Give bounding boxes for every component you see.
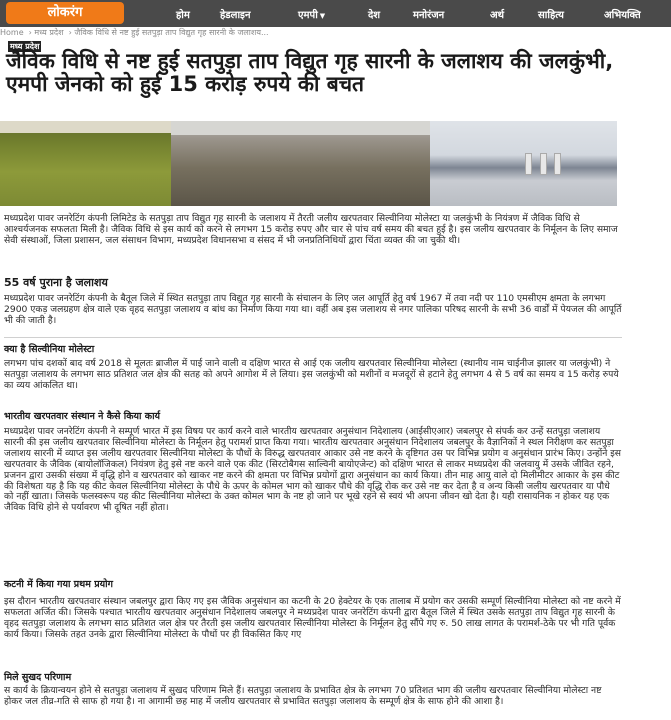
- hero-image-power-plant-lake: [430, 121, 617, 206]
- section-body-4: इस दौरान भारतीय खरपतवार संस्थान जबलपुर द्वारा किए गए इस जैविक अनुसंधान का कटनी के 20 हेक्टेयर के एक तालाब में प्रयोग कर उसकी सम्पूर्ण सिल्वीनिया मोलेस्टा को नष्ट करने में सफलता अर्जित की। जिसके पश्चात भारतीय खरपतवार अनुसंधान निदेशालय जबलपुर ने मध्यप्रदेश पावर जनरेटिंग कंपनी द्वारा बैतूल जिले में स्थित उसके सतपुड़ा ताप विद्युत गृह सारनी के वृहद सतपुड़ा जलाशय के लगभग साठ प्रतिशत जल क्षेत्र पर तैरती इस जलीय खरपतवार सिल्वीनिया मोलेस्टा के निर्मूलन हेतु सौंपे गए रु. 50 लाख लागत के परामर्श-ठेके पर भी गति पूर्वक कार्य किया। जिसके तहत उनके द्वारा सिल्वीनिया मोलेस्टा के पौधों पर ही विकसित किए गए: [4, 596, 621, 640]
- nav-item-mp[interactable]: [298, 7, 325, 21]
- nav-item-sahitya[interactable]: साहित्य: [538, 10, 564, 21]
- section-body-3: मध्यप्रदेश पावर जनरेटिंग कंपनी ने सम्पूर्ण भारत में इस विषय पर कार्य करने वाले भारतीय खरपतवार अनुसंधान निदेशालय (आईसीएआर) जबलपुर से संपर्क कर उन्हें सतपुड़ा जलाशय सारनी की इस जलीय खरपतवार सिल्वीनिया मोलेस्टा के निर्मूलन हेतु परामर्श प्राप्त किया गया। भारतीय खरपतवार अनुसंधान निदेशालय जबलपुर के वैज्ञानिकों ने स्थल निरीक्षण कर सतपुड़ा जलाशय सारनी में व्याप्त इस जलीय खरपतवार सिल्वीनिया मोलेस्टा के पौधों के विरुद्ध खरपतवार आकार उसे नष्ट करने के दृष्टिगत उस पर विभिन्न प्रयोग व अनुसंधान प्रारंभ किए। उन्होंने इस खरपतवार के जैविक (बायोलॉजिकल) नियंत्रण हेतु इसे नष्ट करने वाले एक कीट (सिरटोबैगस साल्विनी बायोएजेन्ट) को दक्षिण भारत से लाकर मध्यप्रदेश की जलवायु में उसके जीवित रहने, प्रजनन द्वारा उसकी संख्या में वृद्धि होने व खरपतवार को खाकर नष्ट करने की क्षमता पर विभिन्न प्रयोगों द्वारा अनुसंधान का कार्य किया। तीन माह आयु वाले दो मिलीमीटर आकार के इस कीट की विशेषता यह है कि यह कीट केवल सिल्वीनिया मोलेस्टा के पौधे के ऊपर के कोमल भाग को खाकर पौधे की वृद्धि रोक कर उसे नष्ट कर देता है व अन्य किसी जलीय खरपतवार या पौधे को नहीं खाता। जिसके फलस्वरूप यह कीट सिल्वीनिया मोलेस्टा के उक्त कोमल भाग के नष्ट हो जाने पर भूखे रहने से स्वयं भी अपना जीवन खो देता है। यही रासायनिक न होकर यह एक जैविक विधि होने से पर्यावरण भी दूषित नहीं होता।: [4, 426, 621, 514]
- divider: [4, 337, 622, 338]
- section-body-1: मध्यप्रदेश पावर जनरेटिंग कंपनी के बैतूल जिले में स्थित सतपुड़ा ताप विद्युत गृह सारनी के संचालन के लिए जल आपूर्ति हेतु वर्ष 1967 में तवा नदी पर 110 एमसीएम क्षमता के लगभग 2900 एकड़ जलग्रहण क्षेत्र वाले एक वृहद सतपुड़ा जलाशय व बांध का निर्माण किया गया था। वहीं अब इस जलाशय से नगर पालिका परिषद सारनी के सभी 36 वार्डों में पेयजल की आपूर्ति भी की जाती है।: [4, 293, 622, 326]
- breadcrumb-current: जैविक विधि से नष्ट हुई सतपुड़ा ताप विद्युत गृह सारनी के जलाशय...: [74, 28, 269, 37]
- section-heading-3: भारतीय खरपतवार संस्थान ने कैसे किया कार्य: [4, 411, 161, 422]
- nav-item-mp-label: एमपी: [298, 10, 318, 21]
- article-title: जैविक विधि से नष्ट हुई सतपुड़ा ताप विद्युत गृह सारनी के जलाशय की जलकुंभी, एमपी जेनको को हुई 15 करोड़ रुपये की बचत: [6, 49, 614, 96]
- nav-item-abhivyakti[interactable]: अभियक्ति: [604, 10, 641, 21]
- section-body-2: लगभग पांच दशकों बाद वर्ष 2018 से मूलतः ब्राजील में पाई जाने वाली व दक्षिण भारत से आई एक जलीय खरपतवार सिल्वीनिया मोलेस्टा (स्थानीय नाम चाईनीज झालर या जलकुंभी) ने सतपुड़ा जलाशय के लगभग साठ प्रतिशत जल क्षेत्र की सतह को अपने आगोश में ले लिया। इस जलकुंभी को मशीनों व मजदूरों से हटाने हेतु लगभग 4 से 5 वर्ष का समय व 15 करोड़ रुपये का व्यय आंकलित था।: [4, 358, 619, 391]
- site-logo[interactable]: लोकरंग: [6, 2, 124, 24]
- hero-image-grass-field: [0, 121, 171, 206]
- nav-item-home[interactable]: होम: [176, 10, 190, 21]
- chevron-down-icon: ▼: [319, 12, 326, 20]
- section-body-5: स कार्य के क्रियान्वयन होने से सतपुड़ा जलाशय में सुखद परिणाम मिले हैं। सतपुड़ा जलाशय के प्रभावित क्षेत्र के लगभग 70 प्रतिशत भाग की जलीय खरपतवार सिल्वीनिया मोलेस्टा नष्ट होकर जल तीव्र-गति से साफ हो गया है। ना आगामी छह माह में जलीय खरपतवार से प्रभावित सतपुड़ा जलाशय के सम्पूर्ण क्षेत्र के साफ होने की आशा है।: [4, 685, 602, 707]
- nav-item-desh[interactable]: देश: [368, 10, 381, 21]
- section-heading-2: क्या है सिल्वीनिया मोलेस्टा: [4, 344, 95, 355]
- breadcrumb-category[interactable]: मध्य प्रदेश: [34, 28, 64, 37]
- hero-image-reservoir-weeds: [171, 121, 430, 206]
- category-badge[interactable]: मध्य प्रदेश: [10, 42, 40, 51]
- breadcrumb-home[interactable]: Home: [0, 28, 24, 37]
- section-heading-1: 55 वर्ष पुराना है जलाशय: [4, 276, 108, 289]
- breadcrumb: Home › मध्य प्रदेश › जैविक विधि से नष्ट हुई सतपुड़ा ताप विद्युत गृह सारनी के जलाशय...: [0, 27, 671, 39]
- section-heading-5: मिले सुखद परिणाम: [4, 672, 72, 683]
- top-navbar: [0, 0, 671, 27]
- nav-item-arth[interactable]: अर्थ: [490, 10, 505, 21]
- article-intro: मध्यप्रदेश पावर जनरेटिंग कंपनी लिमिटेड के सतपुड़ा ताप विद्युत गृह सारनी के जलाशय में तैरती जलीय खरपतवार सिल्वीनिया मोलेस्टा या जलकुंभी के नियंत्रण में जैविक विधि से आश्चर्यजनक सफलता मिली है। जैविक विधि से इस कार्य को करने से लगभग 15 करोड़ रुपए और चार से पांच वर्ष समय की बचत हुई है। इस जलीय खरपतवार के निर्मूलन के लिए समाज सेवी संस्थाओं, जिला प्रशासन, जल संसाधन विभाग, मध्यप्रदेश विधानसभा व संसद में भी जनप्रतिनिधियों द्वारा चिंता व्यक्त की जा चुकी थी।: [4, 213, 618, 246]
- nav-item-headline[interactable]: हेडलाइन: [220, 10, 251, 21]
- nav-item-manoranjan[interactable]: मनोरंजन: [413, 10, 445, 21]
- section-heading-4: कटनी में किया गया प्रथम प्रयोग: [4, 579, 113, 590]
